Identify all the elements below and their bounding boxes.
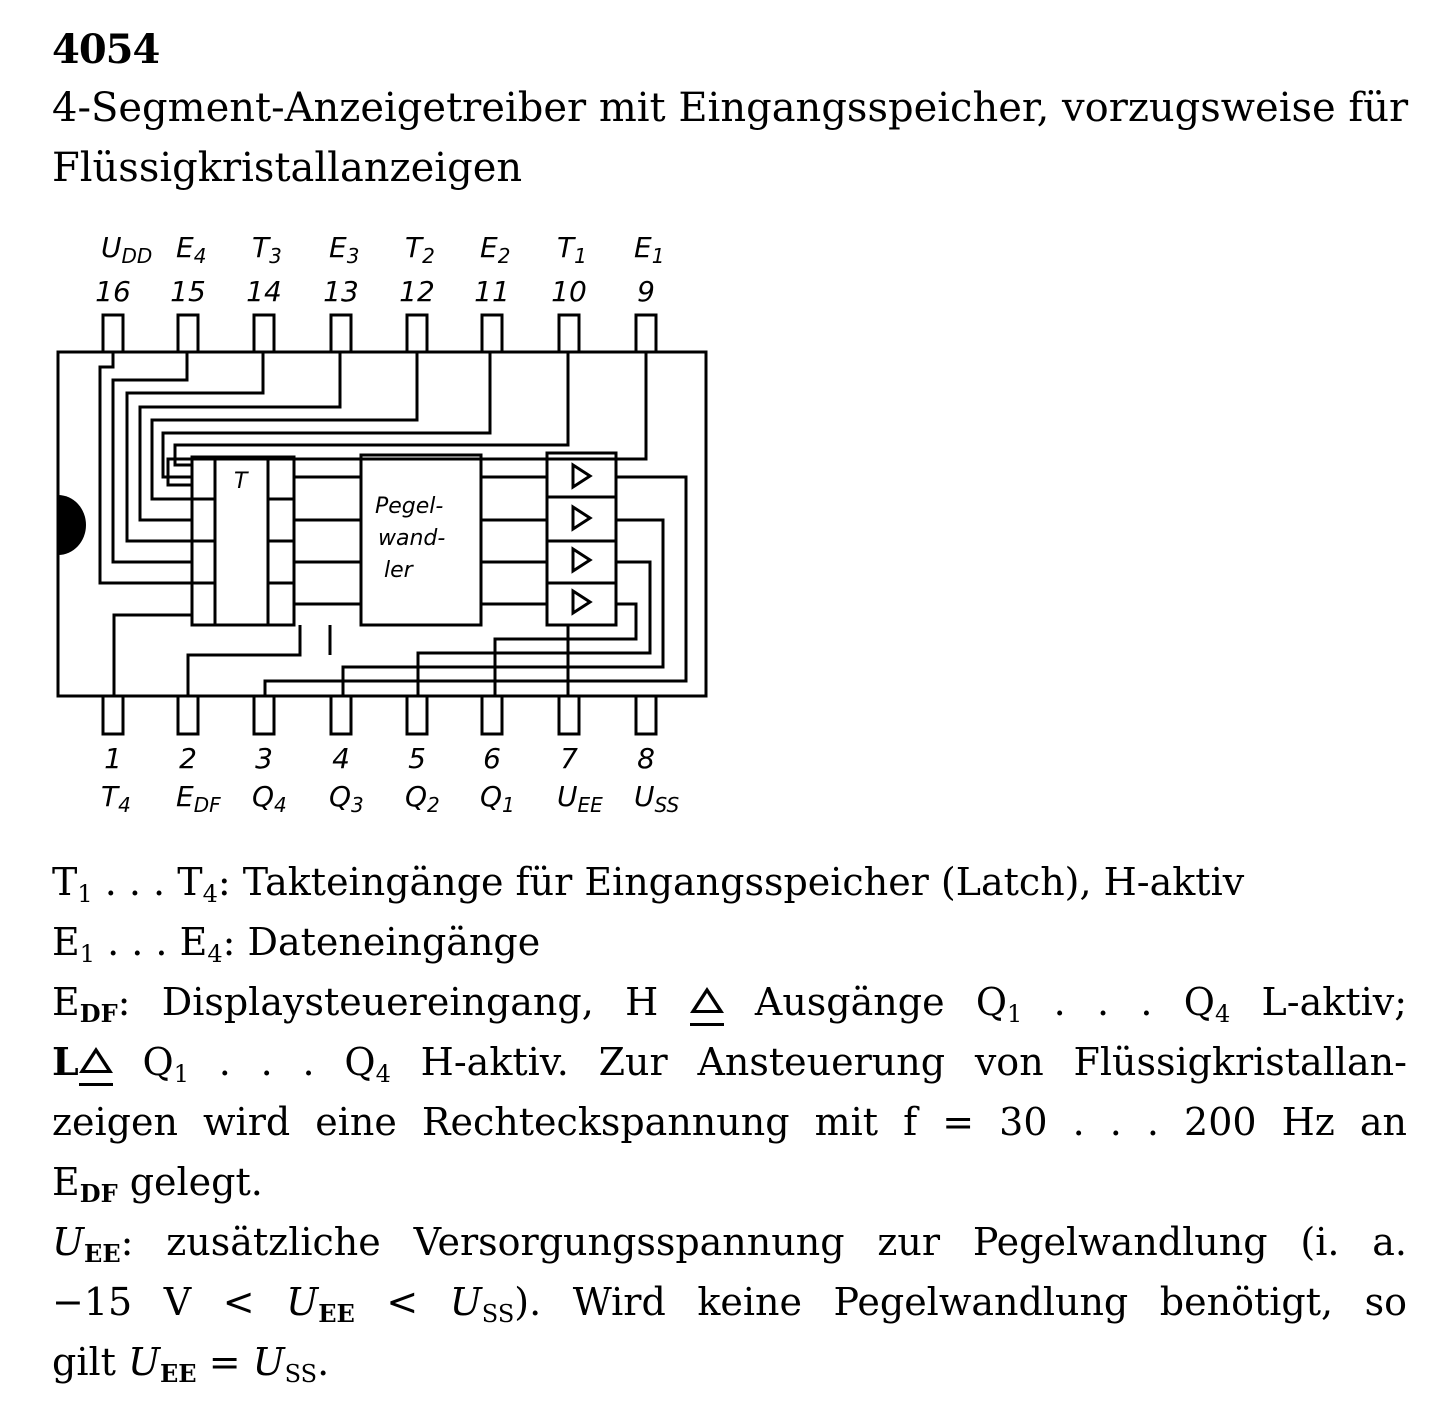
bottom-pin-6 — [482, 696, 502, 734]
top-pin-16 — [103, 315, 123, 352]
bottom-pin-5-number: 5 — [408, 742, 426, 775]
bottom-pin-1-label: $T_4$ — [101, 780, 131, 817]
top-pin-15-number: 15 — [170, 275, 206, 308]
latch-label: T — [234, 469, 248, 494]
bottom-pin-3-label: $Q_4$ — [252, 780, 287, 817]
bottom-pin-1 — [103, 696, 123, 734]
bottom-pin-7-label: $U_{EE}$ — [557, 780, 603, 817]
top-pin-15 — [178, 315, 198, 352]
top-pin-16-label: $U_{DD}$ — [101, 231, 153, 268]
top-pin-14-number: 14 — [246, 275, 282, 308]
top-pin-13-number: 13 — [323, 275, 359, 308]
title-line-2: Flüssigkristallanzeigen — [52, 145, 523, 191]
top-pin-9-label: $E_1$ — [634, 231, 665, 268]
top-pin-15-label: $E_4$ — [176, 231, 207, 268]
part-number: 4054 — [52, 26, 160, 73]
bottom-pin-7-number: 7 — [560, 742, 578, 775]
top-pin-12-label: $T_2$ — [405, 231, 435, 268]
level-shifter-label-2: wand- — [378, 526, 446, 551]
data-inputs-description: $E_1$ . . . $E_4$: Dateneingänge — [52, 920, 541, 968]
corresponds-icon — [690, 972, 724, 1032]
page-title — [52, 78, 1412, 198]
top-pin-11-label: $E_2$ — [480, 231, 511, 268]
supply-voltage-description: $U_{EE}$: zusätzliche Versorgungsspannung zur Pegelwandlung (i. a. −15 $V < U_{EE} < U_{SS}$). Wird keine Pegelwandlung benötigt, so gilt $U_{EE} = U_{SS}$. — [52, 1220, 1408, 1388]
top-pin-14 — [254, 315, 274, 352]
bottom-pin-8-label: $U_{SS}$ — [634, 780, 680, 817]
top-pin-16-number: 16 — [95, 275, 131, 308]
top-pin-12 — [407, 315, 427, 352]
top-pin-14-label: $T_3$ — [252, 231, 282, 268]
bottom-pin-4 — [331, 696, 351, 734]
bottom-pin-4-label: $Q_3$ — [329, 780, 364, 817]
buffer-4-icon — [573, 591, 590, 613]
top-pin-12-number: 12 — [399, 275, 435, 308]
bottom-pin-7 — [559, 696, 579, 734]
top-pin-11 — [482, 315, 502, 352]
top-pin-9-number: 9 — [637, 275, 655, 308]
buffer-1-icon — [573, 465, 590, 487]
top-pin-10 — [559, 315, 579, 352]
top-pin-10-label: $T_1$ — [557, 231, 587, 268]
bottom-pin-3 — [254, 696, 274, 734]
top-pin-13-label: $E_3$ — [329, 231, 360, 268]
bottom-pin-1-number: 1 — [104, 742, 122, 775]
level-shifter-label-3: ler — [384, 558, 413, 583]
bottom-pin-8-number: 8 — [637, 742, 655, 775]
bottom-pin-2 — [178, 696, 198, 734]
display-control-description: $E_{DF}$: Displaysteuereingang, H Ausgänge $Q_1$ . . . $Q_4$ L-aktiv; L $Q_1$ . . . $Q_4$ H-aktiv. Zur Ansteuerung von Flüssigkristallan- zeigen wird eine Rechteckspannung mit f = 30 . . . 200 Hz an $E_{DF}$ gelegt. — [52, 972, 1407, 1212]
level-shifter-label-1: Pegel- — [375, 494, 444, 519]
buffer-2-icon — [573, 507, 590, 529]
bottom-pin-8 — [636, 696, 656, 734]
top-pin-13 — [331, 315, 351, 352]
driver-block — [547, 453, 616, 625]
bottom-pin-2-number: 2 — [179, 742, 197, 775]
bottom-pin-6-number: 6 — [483, 742, 501, 775]
clock-inputs-description: $T_1$ . . . $T_4$: Takteingänge für Eingangsspeicher (Latch), H-aktiv — [52, 860, 1245, 908]
buffer-3-icon — [573, 549, 590, 571]
ic-package — [58, 352, 706, 696]
pin1-notch — [58, 495, 86, 555]
pinout-diagram — [0, 215, 720, 825]
top-pin-9 — [636, 315, 656, 352]
bottom-pin-2-label: $E_{DF}$ — [176, 780, 221, 817]
top-pin-10-number: 10 — [551, 275, 587, 308]
bottom-pin-3-number: 3 — [255, 742, 273, 775]
pin-descriptions — [52, 852, 1407, 1392]
corresponds-icon — [79, 1032, 113, 1092]
bottom-pin-5-label: $Q_2$ — [405, 780, 440, 817]
top-pin-11-number: 11 — [474, 275, 510, 308]
bottom-pin-6-label: $Q_1$ — [480, 780, 515, 817]
bottom-pin-4-number: 4 — [332, 742, 350, 775]
bottom-pin-5 — [407, 696, 427, 734]
title-line-1: 4-Segment-Anzeigetreiber mit Eingangsspeicher, vorzugsweise für — [52, 85, 1409, 131]
